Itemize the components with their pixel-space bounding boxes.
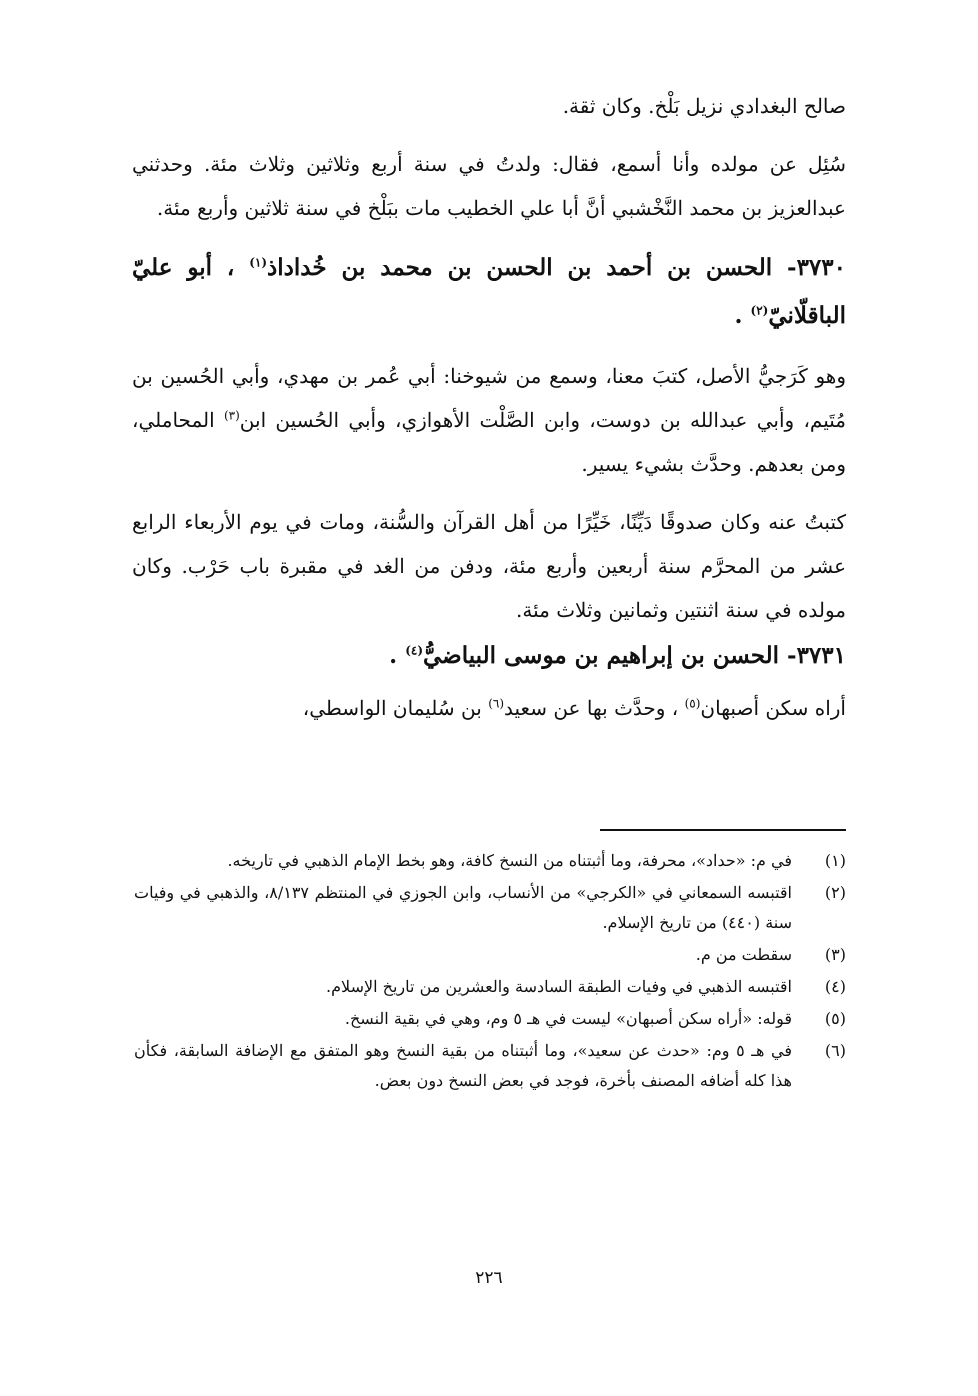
footnote-text: اقتبسه السمعاني في «الكرجي» من الأنساب، وابن الجوزي في المنتظم ٨/١٣٧، والذهبي في وفيات سنة (٤٤٠) من تاريخ الإسلام. bbox=[134, 883, 793, 932]
footnote-text: سقطت من م. bbox=[695, 945, 792, 964]
footnotes bbox=[134, 846, 846, 1098]
footnote-item bbox=[134, 846, 846, 876]
paragraph-teachers-b: المحاملي، ومن بعدهم. وحدَّث بشيء يسير. bbox=[132, 408, 846, 476]
footnote-item bbox=[134, 1036, 846, 1096]
entry-heading-3731 bbox=[132, 632, 846, 680]
entry-title-end: . bbox=[389, 642, 398, 669]
footnote-item bbox=[134, 1004, 846, 1034]
footnote-text: قوله: «أراه سكن أصبهان» ليست في هـ ٥ وم، وهي في بقية النسخ. bbox=[344, 1009, 792, 1028]
entry-title-cont: ، أبو عليّ الباقلّانيّ bbox=[132, 254, 846, 329]
paragraph-teachers-a: وهو كَرَجيُّ الأصل، كتبَ معنا، وسمع من شيوخنا: أبي عُمر بن مهدي، وأبي الحُسين بن مُتَيم، وأبي عبدالله بن دوست، وابن الصَّلْت الأهوازي، وأبي الحُسين ابن bbox=[132, 364, 846, 432]
paragraph-isfahan-b: ، وحدَّث بها عن سعيد bbox=[504, 696, 679, 720]
footnote-item bbox=[134, 972, 846, 1002]
paragraph-isfahan-a: أراه سكن أصبهان bbox=[700, 696, 846, 720]
footnote-ref-4[interactable]: (٤) bbox=[405, 643, 424, 658]
entry-title: ٣٧٣٠- الحسن بن أحمد بن الحسن بن محمد بن خُداداذ bbox=[267, 254, 846, 281]
footnote-number: (١) bbox=[824, 851, 846, 870]
footnote-text: في هـ ٥ وم: «حدث عن سعيد»، وما أثبتناه من بقية النسخ وهو المتفق مع الإضافة السابقة، فكأن هذا كله أضافه المصنف بأخرة، فوجد في بعض النسخ دون بعض. bbox=[134, 1041, 792, 1090]
footnote-ref-1[interactable]: (١) bbox=[249, 255, 268, 270]
entry-heading-3730 bbox=[132, 244, 846, 340]
page-number: ٢٢٦ bbox=[475, 1268, 503, 1288]
footnote-number: (٤) bbox=[824, 977, 846, 996]
footnote-ref-2[interactable]: (٢) bbox=[750, 303, 769, 318]
footnote-text: في م: «حداد»، محرفة، وما أثبتناه من النسخ كافة، وهو بخط الإمام الذهبي في تاريخه. bbox=[227, 851, 792, 870]
footnote-item bbox=[134, 878, 846, 938]
paragraph-isfahan bbox=[132, 686, 846, 730]
footnote-ref-6[interactable]: (٦) bbox=[488, 696, 505, 711]
footnote-item bbox=[134, 940, 846, 970]
footnote-text: اقتبسه الذهبي في وفيات الطبقة السادسة والعشرين من تاريخ الإسلام. bbox=[326, 977, 792, 996]
footnote-divider bbox=[600, 829, 846, 831]
continuation-line: صالح البغدادي نزيل بَلْخ. وكان ثقة. bbox=[562, 94, 846, 118]
footnote-number: (٣) bbox=[824, 945, 846, 964]
footnote-ref-3[interactable]: (٣) bbox=[223, 408, 240, 423]
footnote-number: (٥) bbox=[824, 1009, 846, 1028]
paragraph-isfahan-c: بن سُليمان الواسطي، bbox=[302, 696, 482, 720]
paragraph-birth-note: سُئِل عن مولده وأنا أسمع، فقال: ولدتُ في سنة أربع وثلاثين وثلاث مئة. وحدثني عبدالعزيز بن محمد النَّخْشبي أنَّ أبا علي الخطيب مات ببَلْخ في سنة ثلاثين وأربع مئة. bbox=[132, 152, 846, 220]
entry-title-end: . bbox=[734, 302, 743, 329]
paragraph-teachers bbox=[132, 354, 846, 486]
footnote-number: (٢) bbox=[824, 883, 846, 902]
footnote-ref-5[interactable]: (٥) bbox=[684, 696, 701, 711]
paragraph-death-note: كتبتُ عنه وكان صدوقًا دَيِّنًا، خَيِّرًا من أهل القرآن والسُّنة، ومات في يوم الأربعاء الرابع عشر من المحرَّم سنة أربعين وأربع مئة، ودفن من الغد في مقبرة باب حَرْب. وكان مولده في سنة اثنتين وثمانين وثلاث مئة. bbox=[132, 510, 846, 622]
footnote-number: (٦) bbox=[824, 1041, 846, 1060]
entry-title: ٣٧٣١- الحسن بن إبراهيم بن موسى البياضيُّ bbox=[423, 642, 846, 669]
main-text bbox=[132, 84, 846, 730]
